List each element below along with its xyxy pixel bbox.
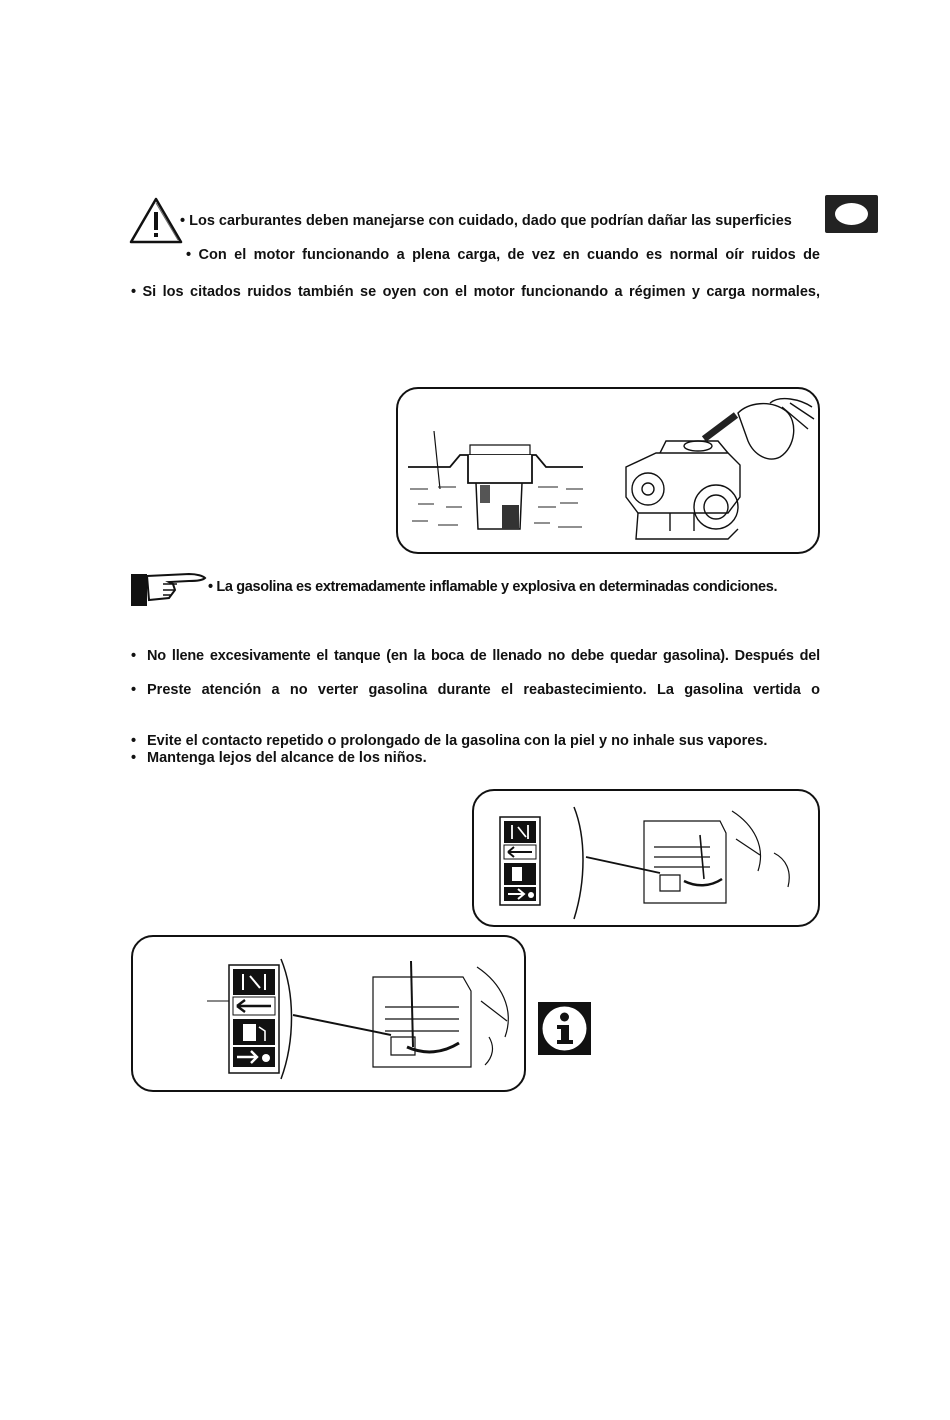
fuel-valve-closeup-figure [131,935,526,1092]
warning-triangle-icon [128,196,184,246]
warning-line-2: • Con el motor funcionando a plena carga, de vez en cuando es normal oír ruidos de [186,247,820,263]
bullet-item: Evite el contacto repetido o prolongado de la gasolina con la piel y no inhale sus vapores. [147,733,768,749]
pointing-hand-icon [129,566,209,608]
bullet-marker: • [131,648,137,664]
bullet-marker: • [131,750,137,766]
bullet-marker: • [131,682,137,698]
fuel-valve-figure [472,789,820,927]
gasoline-note: • La gasolina es extremadamente inflamable y explosiva en determinadas condiciones. [208,579,778,595]
bullet-item: Preste atención a no verter gasolina durante el reabastecimiento. La gasolina vertida o [147,682,820,698]
bullet-item: Mantenga lejos del alcance de los niños. [147,750,427,766]
bullet-marker: • [131,733,137,749]
bullet-item: No llene excesivamente el tanque (en la boca de llenado no debe quedar gasolina). Después del [147,648,820,664]
info-icon [538,1002,591,1055]
refueling-figure [396,387,820,554]
warning-line-1: • Los carburantes deben manejarse con cuidado, dado que podrían dañar las superficies [180,213,792,229]
warning-line-3: • Si los citados ruidos también se oyen con el motor funcionando a régimen y carga normales, [131,284,820,300]
language-tab-icon [825,195,878,233]
